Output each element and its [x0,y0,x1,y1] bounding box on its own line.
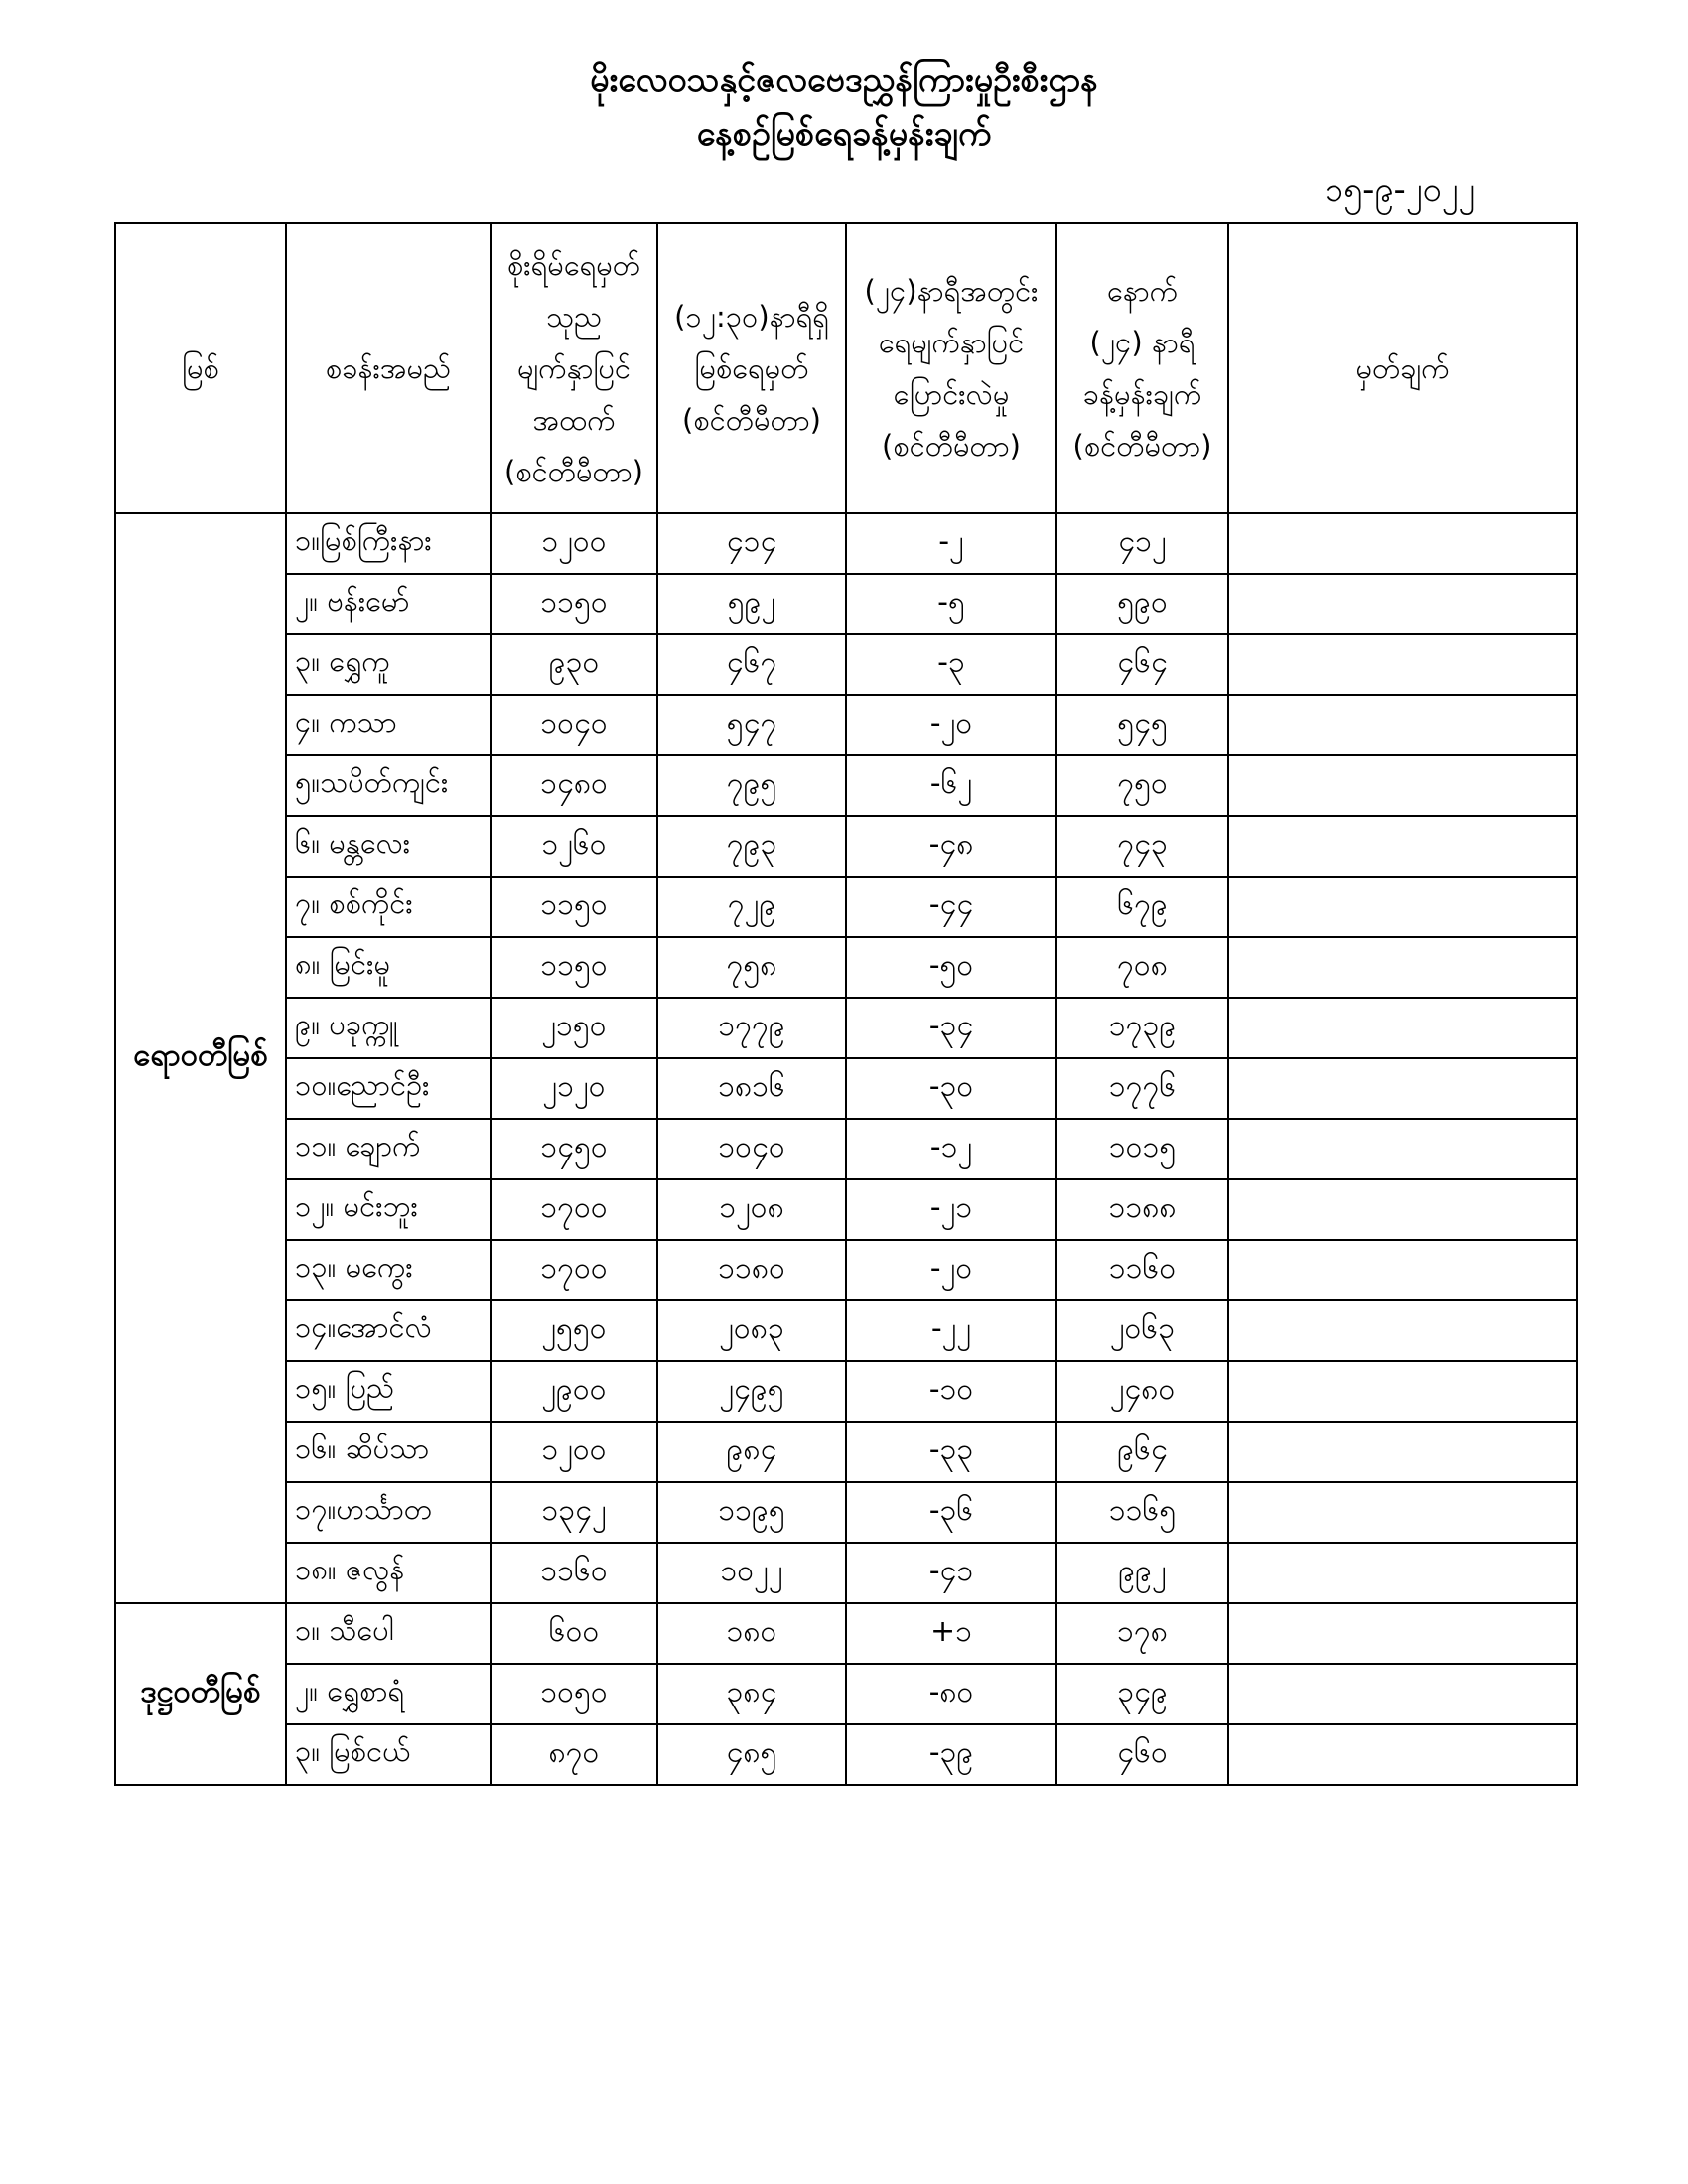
col-header-station: စခန်းအမည် [286,223,491,513]
current-level: ၁၁၈၀ [657,1240,846,1300]
danger-level: ၈၇၀ [491,1724,657,1785]
forecast-level: ၁၁၆၀ [1056,1240,1228,1300]
table-row [115,1543,1577,1603]
current-level: ၅၉၂ [657,574,846,634]
current-level: ၁၈၀ [657,1603,846,1664]
station-name: ၁၀။ညောင်ဦး [286,1058,491,1119]
table-row [115,998,1577,1058]
station-name: ၇။ စစ်ကိုင်း [286,877,491,937]
river-name: ဒုဋ္ဌဝတီမြစ် [115,1603,286,1785]
station-name: ၃။ ရွှေကူ [286,634,491,695]
table-row [115,1300,1577,1361]
table-row [115,634,1577,695]
level-change: -၂ [846,513,1056,574]
danger-level: ၁၄၈၀ [491,755,657,816]
remark [1228,816,1577,877]
remark [1228,877,1577,937]
table-row [115,1361,1577,1422]
danger-level: ၁၂၆၀ [491,816,657,877]
level-change: -၄၁ [846,1543,1056,1603]
level-change: -၂၀ [846,695,1056,755]
forecast-level: ၇၄၃ [1056,816,1228,877]
danger-level: ၁၁၅၀ [491,574,657,634]
table-row [115,1179,1577,1240]
danger-level: ၁၃၄၂ [491,1482,657,1543]
col-header-river: မြစ် [115,223,286,513]
current-level: ၂၀၈၃ [657,1300,846,1361]
table-row [115,816,1577,877]
current-level: ၇၉၅ [657,755,846,816]
forecast-level: ၄၁၂ [1056,513,1228,574]
table-row [115,1240,1577,1300]
station-name: ၁၈။ ဇလွန် [286,1543,491,1603]
current-level: ၇၂၉ [657,877,846,937]
danger-level: ၁၂၀၀ [491,1422,657,1482]
station-name: ၂။ ရွှေစာရံ [286,1664,491,1724]
station-name: ၄။ ကသာ [286,695,491,755]
header-row [115,223,1577,513]
danger-level: ၁၀၄၀ [491,695,657,755]
level-change: -၄၄ [846,877,1056,937]
remark [1228,1058,1577,1119]
table-row [115,877,1577,937]
remark [1228,1664,1577,1724]
level-change: -၁၂ [846,1119,1056,1179]
forecast-level: ၁၇၈ [1056,1603,1228,1664]
table-row [115,1724,1577,1785]
current-level: ၁၀၄၀ [657,1119,846,1179]
remark [1228,998,1577,1058]
remark [1228,634,1577,695]
table-row [115,1603,1577,1664]
table-row [115,1058,1577,1119]
level-change: +၁ [846,1603,1056,1664]
remark [1228,695,1577,755]
danger-level: ၂၁၂၀ [491,1058,657,1119]
current-level: ၃၈၄ [657,1664,846,1724]
remark [1228,1603,1577,1664]
danger-level: ၁၇၀၀ [491,1179,657,1240]
current-level: ၂၄၉၅ [657,1361,846,1422]
table-row [115,1482,1577,1543]
danger-level: ၁၁၅၀ [491,937,657,998]
station-name: ၅။သပိတ်ကျင်း [286,755,491,816]
current-level: ၁၂၀၈ [657,1179,846,1240]
current-level: ၇၅၈ [657,937,846,998]
col-header-remarks: မှတ်ချက် [1228,223,1577,513]
forecast-level: ၁၁၆၅ [1056,1482,1228,1543]
forecast-level: ၂၀၆၃ [1056,1300,1228,1361]
remark [1228,1361,1577,1422]
level-change: -၅ [846,574,1056,634]
forecast-level: ၂၄၈၀ [1056,1361,1228,1422]
level-change: -၁၀ [846,1361,1056,1422]
table-row [115,937,1577,998]
level-change: -၃၆ [846,1482,1056,1543]
level-change: -၂၁ [846,1179,1056,1240]
remark [1228,1482,1577,1543]
level-change: -၄၈ [846,816,1056,877]
forecast-level: ၉၆၄ [1056,1422,1228,1482]
danger-level: ၁၇၀၀ [491,1240,657,1300]
level-change: -၃၄ [846,998,1056,1058]
station-name: ၂။ ဗန်းမော် [286,574,491,634]
remark [1228,1119,1577,1179]
remark [1228,937,1577,998]
danger-level: ၆၀၀ [491,1603,657,1664]
current-level: ၁၁၉၅ [657,1482,846,1543]
danger-level: ၁၄၅၀ [491,1119,657,1179]
station-name: ၁။ သီပေါ [286,1603,491,1664]
table-row [115,574,1577,634]
forecast-level: ၇၀၈ [1056,937,1228,998]
page-title: မိုးလေဝသနှင့်ဇလဗေဒညွှန်ကြားမှုဦးစီးဌာန [590,61,1098,100]
station-name: ၁၆။ ဆိပ်သာ [286,1422,491,1482]
table-row [115,1664,1577,1724]
report-date: ၁၅-၉-၂၀၂၂ [1324,170,1475,209]
danger-level: ၂၅၅၀ [491,1300,657,1361]
forecast-level: ၁၀၁၅ [1056,1119,1228,1179]
table-row [115,513,1577,574]
current-level: ၇၉၃ [657,816,846,877]
forecast-level: ၁၁၈၈ [1056,1179,1228,1240]
level-change: -၅၀ [846,937,1056,998]
station-name: ၁၄။အောင်လံ [286,1300,491,1361]
remark [1228,1422,1577,1482]
station-name: ၁၃။ မကွေး [286,1240,491,1300]
forecast-level: ၄၆၄ [1056,634,1228,695]
table-row [115,1422,1577,1482]
danger-level: ၉၃၀ [491,634,657,695]
page-subtitle: နေ့စဉ်မြစ်ရေခန့်မှန်းချက် [696,114,992,154]
col-header-24h-change: (၂၄)နာရီအတွင်း ရေမျက်နှာပြင် ပြောင်းလဲမှု (စင်တီမီတာ) [846,223,1056,513]
table-row [115,1119,1577,1179]
river-forecast-table [114,222,1578,1786]
remark [1228,1300,1577,1361]
table-row [115,755,1577,816]
current-level: ၄၈၅ [657,1724,846,1785]
col-header-forecast: နောက် (၂၄) နာရီ ခန့်မှန်းချက် (စင်တီမီတာ) [1056,223,1228,513]
level-change: -၃၃ [846,1422,1056,1482]
danger-level: ၂၁၅၀ [491,998,657,1058]
level-change: -၃၀ [846,1058,1056,1119]
river-name: ရောဝတီမြစ် [115,513,286,1603]
table-row [115,695,1577,755]
remark [1228,755,1577,816]
station-name: ၁၇။ဟင်္သာတ [286,1482,491,1543]
forecast-level: ၃၄၉ [1056,1664,1228,1724]
danger-level: ၁၁၆၀ [491,1543,657,1603]
remark [1228,574,1577,634]
remark [1228,1179,1577,1240]
current-level: ၁၈၁၆ [657,1058,846,1119]
remark [1228,1240,1577,1300]
forecast-level: ၁၇၃၉ [1056,998,1228,1058]
station-name: ၆။ မန္တလေး [286,816,491,877]
current-level: ၁၇၇၉ [657,998,846,1058]
level-change: -၂၂ [846,1300,1056,1361]
current-level: ၉၈၄ [657,1422,846,1482]
level-change: -၃၉ [846,1724,1056,1785]
station-name: ၈။ မြင်းမူ [286,937,491,998]
level-change: -၂၀ [846,1240,1056,1300]
current-level: ၄၁၄ [657,513,846,574]
forecast-level: ၇၅၀ [1056,755,1228,816]
station-name: ၃။ မြစ်ငယ် [286,1724,491,1785]
danger-level: ၁၂၀၀ [491,513,657,574]
remark [1228,513,1577,574]
station-name: ၁၅။ ပြည် [286,1361,491,1422]
station-name: ၁။မြစ်ကြီးနား [286,513,491,574]
forecast-level: ၉၉၂ [1056,1543,1228,1603]
remark [1228,1543,1577,1603]
current-level: ၁၀၂၂ [657,1543,846,1603]
danger-level: ၁၀၅၀ [491,1664,657,1724]
forecast-level: ၄၆၀ [1056,1724,1228,1785]
forecast-level: ၅၉၀ [1056,574,1228,634]
forecast-level: ၅၄၅ [1056,695,1228,755]
danger-level: ၁၁၅၀ [491,877,657,937]
remark [1228,1724,1577,1785]
level-change: -၈၀ [846,1664,1056,1724]
station-name: ၁၁။ ချောက် [286,1119,491,1179]
col-header-danger-level: စိုးရိမ်ရေမှတ် သုည မျက်နှာပြင် အထက် (စင်တီမီတာ) [491,223,657,513]
forecast-level: ၁၇၇၆ [1056,1058,1228,1119]
station-name: ၁၂။ မင်းဘူး [286,1179,491,1240]
level-change: -၆၂ [846,755,1056,816]
col-header-current-level: (၁၂:၃၀)နာရီရှိ မြစ်ရေမှတ် (စင်တီမီတာ) [657,223,846,513]
station-name: ၉။ ပခုက္ကူ [286,998,491,1058]
danger-level: ၂၉၀၀ [491,1361,657,1422]
current-level: ၅၄၇ [657,695,846,755]
forecast-level: ၆၇၉ [1056,877,1228,937]
current-level: ၄၆၇ [657,634,846,695]
level-change: -၃ [846,634,1056,695]
